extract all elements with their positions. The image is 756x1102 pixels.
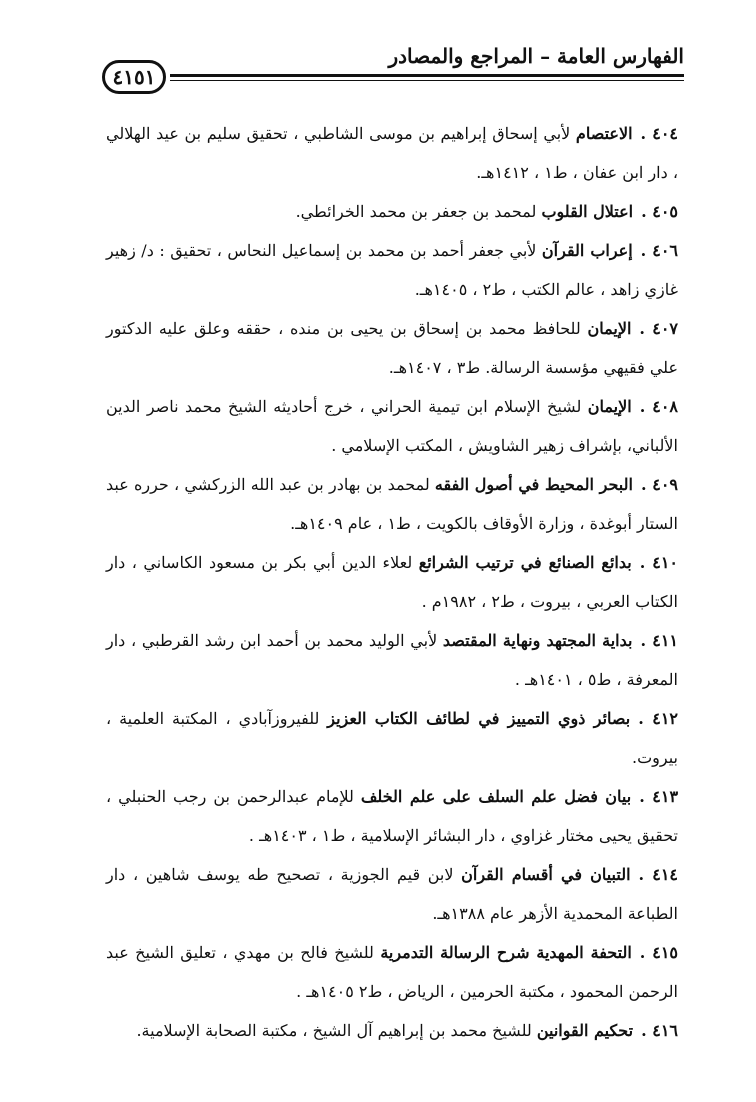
entry-title: بيان فضل علم السلف على علم الخلف <box>360 787 632 806</box>
entry-title: الإيمان <box>587 319 632 338</box>
entry-details: لعلاء الدين أبي بكر بن مسعود الكاساني ، دار الكتاب العربي ، بيروت ، ط٢ ، ١٩٨٢م . <box>106 553 678 611</box>
entry-details: للفيروزآبادي ، المكتبة العلمية ، بيروت. <box>106 709 678 767</box>
entry-title: بداية المجتهد ونهاية المقتصد <box>442 631 633 650</box>
entry-title: الإيمان <box>587 397 632 416</box>
reference-entry <box>106 309 678 387</box>
running-title: الفهارس العامة – المراجع والمصادر <box>388 44 684 68</box>
page-number-badge: ٤١٥١ <box>102 60 166 94</box>
entry-number: ٤١٢ . <box>638 709 679 728</box>
entry-details: للإمام عبدالرحمن بن رجب الحنبلي ، تحقيق يحيى مختار غزاوي ، دار البشائر الإسلامية ، ط١ ، ١٤٠٣هـ . <box>106 787 678 845</box>
entry-details: للشيخ فالح بن مهدي ، تعليق الشيخ عبد الرحمن المحمود ، مكتبة الحرمين ، الرياض ، ط٢ ١٤٠٥هـ . <box>106 943 678 1001</box>
entry-title: تحكيم القوانين <box>536 1021 634 1040</box>
entry-title: بدائع الصنائع في ترتيب الشرائع <box>418 553 632 572</box>
reference-entry <box>106 192 678 231</box>
entry-title: الاعتصام <box>575 124 633 143</box>
entry-details: لأبي إسحاق إبراهيم بن موسى الشاطبي ، تحقيق سليم بن عيد الهلالي ، دار ابن عفان ، ط١ ، ١٤١٢هـ. <box>106 124 678 182</box>
reference-entry <box>106 231 678 309</box>
entry-number: ٤١٥ . <box>639 943 679 962</box>
entry-title: إعراب القرآن <box>541 241 633 260</box>
entry-title: التحفة المهدية شرح الرسالة التدمرية <box>380 943 632 962</box>
entry-title: بصائر ذوي التمييز في لطائف الكتاب العزيز <box>327 709 631 728</box>
entry-number: ٤١٤ . <box>638 865 679 884</box>
page-header <box>96 40 684 89</box>
reference-entry <box>106 621 678 699</box>
header-rule-thin <box>170 80 684 81</box>
reference-entry <box>106 777 678 855</box>
entry-number: ٤٠٤ . <box>640 124 679 143</box>
reference-entry <box>106 1011 678 1050</box>
reference-entry <box>106 114 678 192</box>
references-list <box>106 114 678 1050</box>
reference-entry <box>106 699 678 777</box>
entry-details: للشيخ محمد بن إبراهيم آل الشيخ ، مكتبة الصحابة الإسلامية. <box>136 1021 537 1040</box>
entry-details: لأبي جعفر أحمد بن محمد بن إسماعيل النحاس ، تحقيق : د/ زهير غازي زاهد ، عالم الكتب ، ط٢ ، ١٤٠٥هـ. <box>106 241 678 299</box>
reference-entry <box>106 387 678 465</box>
entry-details: للحافظ محمد بن إسحاق بن يحيى بن منده ، حققه وعلق عليه الدكتور علي فقيهي مؤسسة الرسالة. ط٣ ، ١٤٠٧هـ. <box>106 319 678 377</box>
reference-entry <box>106 465 678 543</box>
entry-details: لمحمد بن جعفر بن محمد الخرائطي. <box>295 202 542 221</box>
entry-number: ٤١٦ . <box>641 1021 678 1040</box>
entry-number: ٤٠٦ . <box>640 241 678 260</box>
entry-number: ٤٠٧ . <box>639 319 679 338</box>
entry-number: ٤١٣ . <box>639 787 679 806</box>
reference-entry <box>106 855 678 933</box>
entry-number: ٤٠٩ . <box>640 475 678 494</box>
entry-title: اعتلال القلوب <box>541 202 634 221</box>
entry-details: لأبي الوليد محمد بن أحمد ابن رشد القرطبي ، دار المعرفة ، ط٥ ، ١٤٠١هـ . <box>106 631 678 689</box>
entry-details: لابن قيم الجوزية ، تصحيح طه يوسف شاهين ، دار الطباعة المحمدية الأزهر عام ١٣٨٨هـ. <box>106 865 678 923</box>
entry-details: لمحمد بن بهادر بن عبد الله الزركشي ، حرره عبد الستار أبوغدة ، وزارة الأوقاف بالكويت ، ط١ ، عام ١٤٠٩هـ. <box>106 475 678 533</box>
reference-entry <box>106 933 678 1011</box>
entry-number: ٤٠٨ . <box>639 397 678 416</box>
entry-details: لشيخ الإسلام ابن تيمية الحراني ، خرج أحاديثه الشيخ محمد ناصر الدين الألباني، بإشراف زهير الشاويش ، المكتب الإسلامي . <box>106 397 678 455</box>
entry-title: البحر المحيط في أصول الفقه <box>434 475 633 494</box>
entry-number: ٤١١ . <box>640 631 679 650</box>
entry-number: ٤٠٥ . <box>641 202 678 221</box>
entry-number: ٤١٠ . <box>639 553 679 572</box>
entry-title: التبيان في أقسام القرآن <box>461 865 631 884</box>
reference-entry <box>106 543 678 621</box>
header-rule-thick <box>170 74 684 77</box>
